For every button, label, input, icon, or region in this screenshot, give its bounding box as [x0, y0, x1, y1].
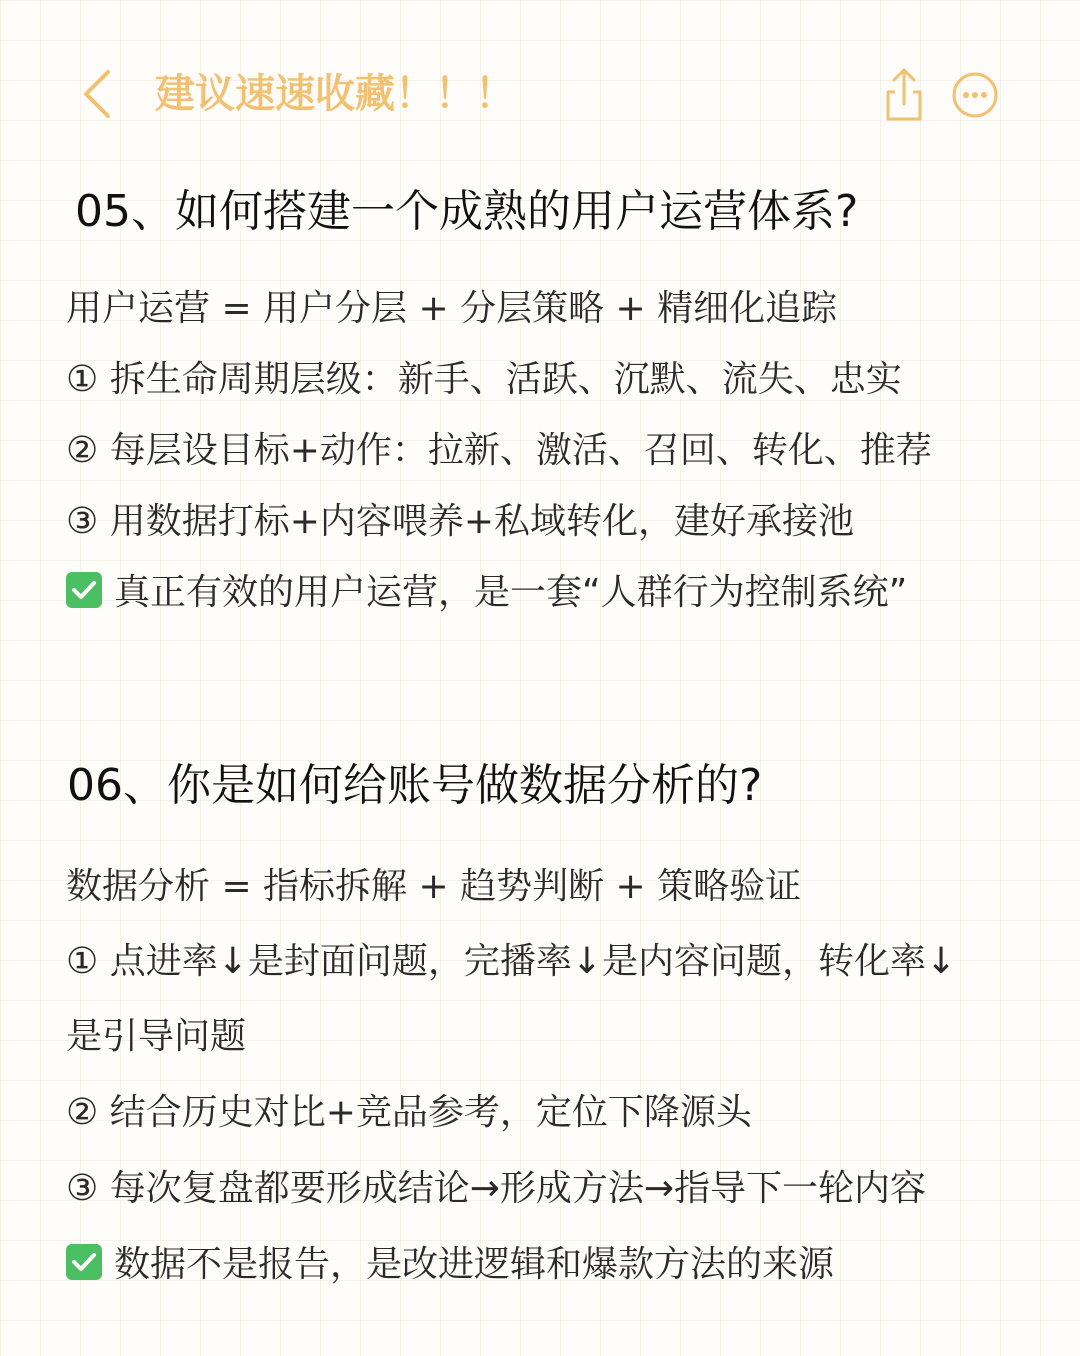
step-line: ① 点进率↓是封面问题，完播率↓是内容问题，转化率↓	[66, 941, 957, 982]
conclusion-line	[66, 568, 907, 618]
section-heading: 06、你是如何给账号做数据分析的?	[67, 760, 763, 811]
more-icon[interactable]	[950, 70, 1000, 120]
check-icon	[66, 1244, 102, 1280]
share-icon[interactable]	[882, 64, 926, 124]
step-line: ③ 用数据打标+内容喂养+私域转化，建好承接池	[66, 501, 855, 542]
nav-bar	[0, 0, 1080, 190]
formula-line: 数据分析 = 指标拆解 + 趋势判断 + 策略验证	[66, 866, 802, 907]
step-line: ② 结合历史对比+竞品参考，定位下降源头	[66, 1092, 752, 1133]
conclusion-line	[66, 1240, 834, 1290]
step-line: ② 每层设目标+动作：拉新、激活、召回、转化、推荐	[66, 430, 932, 471]
conclusion-text: 真正有效的用户运营，是一套“人群行为控制系统”	[114, 572, 908, 613]
formula-line: 用户运营 = 用户分层 + 分层策略 + 精细化追踪	[66, 288, 838, 329]
page-title: 建议速速收藏！！！	[155, 71, 515, 117]
conclusion-text: 数据不是报告，是改进逻辑和爆款方法的来源	[114, 1244, 835, 1285]
step-line: ③ 每次复盘都要形成结论→形成方法→指导下一轮内容	[66, 1168, 927, 1209]
step-line: ① 拆生命周期层级：新手、活跃、沉默、流失、忠实	[66, 359, 902, 400]
section-heading: 05、如何搭建一个成熟的用户运营体系?	[75, 186, 859, 237]
check-icon	[66, 572, 102, 608]
chevron-left-icon[interactable]	[78, 66, 118, 122]
step-line: 是引导问题	[66, 1016, 247, 1057]
